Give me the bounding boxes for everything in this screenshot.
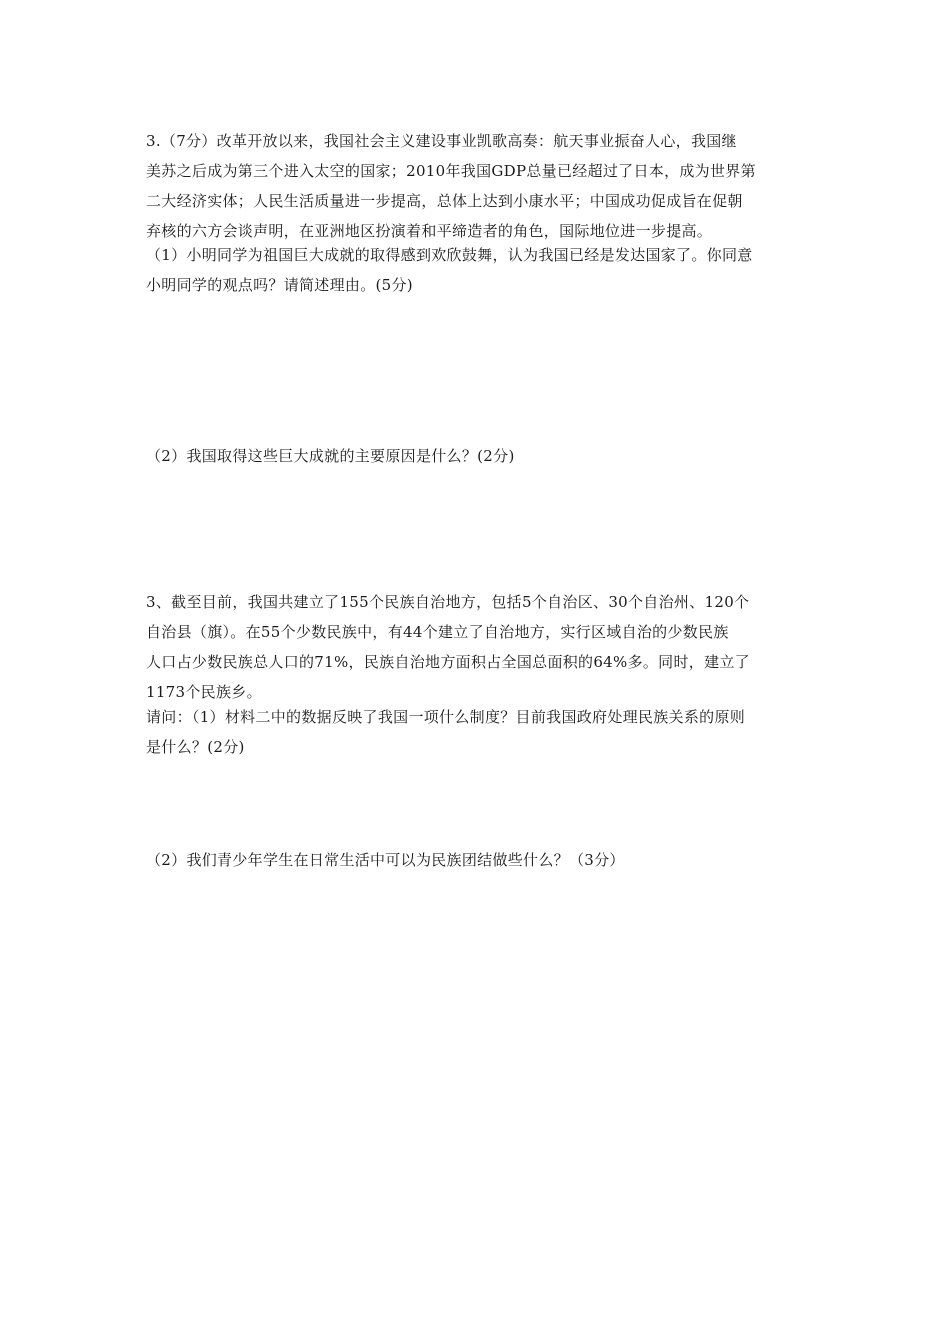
text-line: 美苏之后成为第三个进入太空的国家；2010年我国GDP总量已经超过了日本，成为世界第 <box>146 162 756 180</box>
question-3b-subquestion-2 <box>146 845 812 875</box>
text-line: 自治县（旗）。在55个少数民族中，有44个建立了自治地方，实行区域自治的少数民族 <box>146 623 729 641</box>
text-line: 弃核的六方会谈声明，在亚洲地区扮演着和平缔造者的角色，国际地位进一步提高。 <box>146 222 713 240</box>
question-3a-stem <box>146 126 812 246</box>
text-line: （2）我国取得这些巨大成就的主要原因是什么？(2分) <box>146 447 515 465</box>
question-3a-subquestion-1 <box>146 240 812 300</box>
text-line: （2）我们青少年学生在日常生活中可以为民族团结做些什么？（3分） <box>146 851 625 869</box>
question-3b-subquestion-1 <box>146 702 812 762</box>
question-3b-stem <box>146 587 812 707</box>
text-line: 1173个民族乡。 <box>146 683 262 701</box>
text-line: 人口占少数民族总人口的71%，民族自治地方面积占全国总面积的64%多。同时，建立了 <box>146 653 750 671</box>
text-line: 3、截至目前，我国共建立了155个民族自治地方，包括5个自治区、30个自治州、120个 <box>146 593 750 611</box>
text-line: 小明同学的观点吗？请简述理由。(5分) <box>146 276 413 294</box>
text-line: （1）小明同学为祖国巨大成就的取得感到欢欣鼓舞，认为我国已经是发达国家了。你同意 <box>146 246 753 264</box>
text-line: 二大经济实体；人民生活质量进一步提高，总体上达到小康水平；中国成功促成旨在促朝 <box>146 192 743 210</box>
text-line: 3.（7分）改革开放以来，我国社会主义建设事业凯歌高奏：航天事业振奋人心，我国继 <box>146 132 737 150</box>
text-line: 是什么？(2分) <box>146 738 245 756</box>
question-3a-subquestion-2 <box>146 441 812 471</box>
text-line: 请问：（1）材料二中的数据反映了我国一项什么制度？目前我国政府处理民族关系的原则 <box>146 708 746 726</box>
